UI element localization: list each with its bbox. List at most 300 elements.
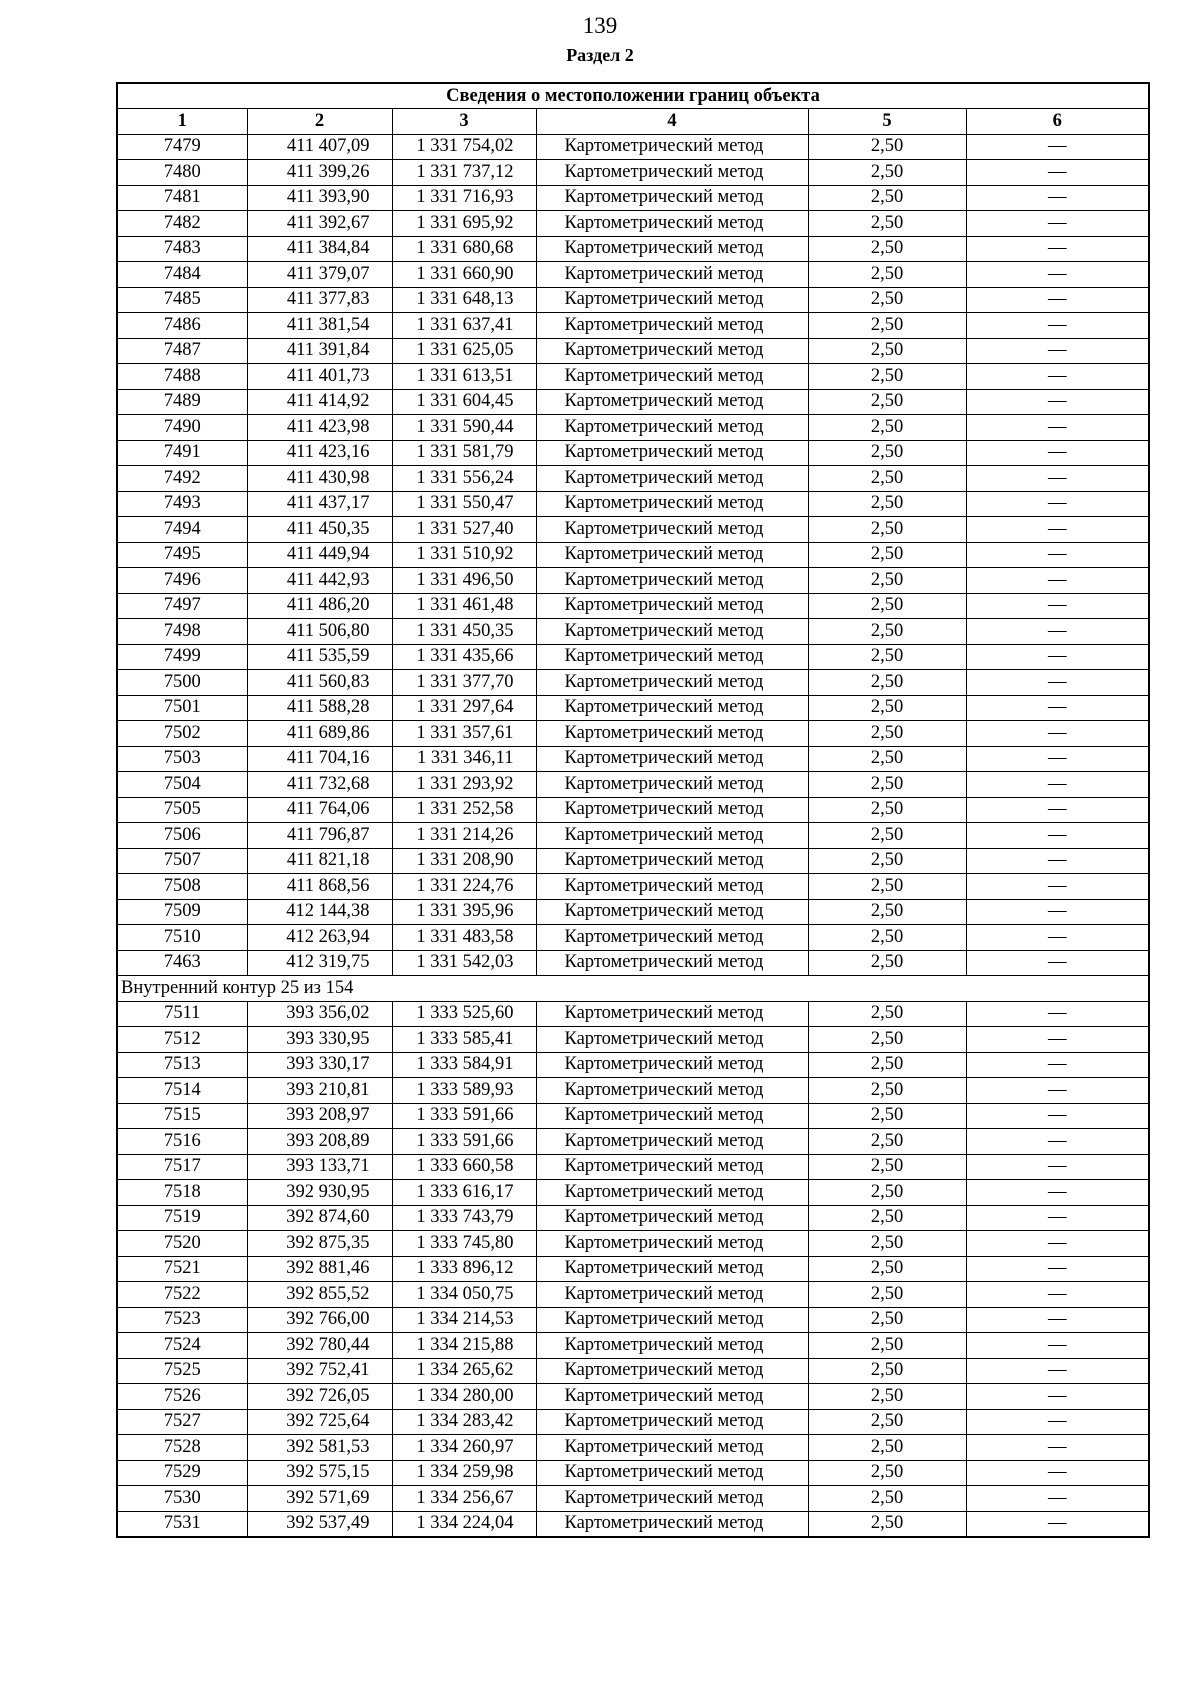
- x-coordinate-cell: 392 725,64: [247, 1409, 392, 1435]
- method-cell: Картометрический метод: [536, 899, 808, 925]
- method-cell: Картометрический метод: [536, 797, 808, 823]
- description-cell: —: [966, 1282, 1149, 1308]
- y-coordinate-cell: 1 334 259,98: [392, 1460, 536, 1486]
- x-coordinate-cell: 411 535,59: [247, 644, 392, 670]
- x-coordinate-cell: 392 930,95: [247, 1180, 392, 1206]
- method-cell: Картометрический метод: [536, 772, 808, 798]
- table-row: [117, 313, 1149, 339]
- point-number-cell: 7497: [117, 593, 247, 619]
- y-coordinate-cell: 1 331 754,02: [392, 134, 536, 160]
- x-coordinate-cell: 392 571,69: [247, 1486, 392, 1512]
- table-row: [117, 1333, 1149, 1359]
- method-cell: Картометрический метод: [536, 1205, 808, 1231]
- description-cell: —: [966, 211, 1149, 237]
- description-cell: —: [966, 542, 1149, 568]
- description-cell: —: [966, 1384, 1149, 1410]
- point-number-cell: 7520: [117, 1231, 247, 1257]
- table-row: [117, 185, 1149, 211]
- y-coordinate-cell: 1 333 589,93: [392, 1078, 536, 1104]
- column-number: 2: [247, 109, 392, 135]
- point-number-cell: 7503: [117, 746, 247, 772]
- x-coordinate-cell: 393 330,95: [247, 1027, 392, 1053]
- x-coordinate-cell: 392 881,46: [247, 1256, 392, 1282]
- method-cell: Картометрический метод: [536, 313, 808, 339]
- table-row: [117, 160, 1149, 186]
- point-number-cell: 7506: [117, 823, 247, 849]
- point-number-cell: 7494: [117, 517, 247, 543]
- table-row: [117, 772, 1149, 798]
- method-cell: Картометрический метод: [536, 950, 808, 976]
- y-coordinate-cell: 1 334 224,04: [392, 1511, 536, 1537]
- accuracy-cell: 2,50: [808, 1486, 966, 1512]
- method-cell: Картометрический метод: [536, 568, 808, 594]
- x-coordinate-cell: 411 442,93: [247, 568, 392, 594]
- x-coordinate-cell: 392 875,35: [247, 1231, 392, 1257]
- method-cell: Картометрический метод: [536, 823, 808, 849]
- point-number-cell: 7529: [117, 1460, 247, 1486]
- method-cell: Картометрический метод: [536, 1307, 808, 1333]
- method-cell: Картометрический метод: [536, 389, 808, 415]
- point-number-cell: 7508: [117, 874, 247, 900]
- table-row: [117, 517, 1149, 543]
- description-cell: —: [966, 440, 1149, 466]
- method-cell: Картометрический метод: [536, 364, 808, 390]
- x-coordinate-cell: 392 874,60: [247, 1205, 392, 1231]
- x-coordinate-cell: 411 588,28: [247, 695, 392, 721]
- x-coordinate-cell: 411 377,83: [247, 287, 392, 313]
- y-coordinate-cell: 1 331 542,03: [392, 950, 536, 976]
- table-row: [117, 721, 1149, 747]
- point-number-cell: 7490: [117, 415, 247, 441]
- point-number-cell: 7530: [117, 1486, 247, 1512]
- method-cell: Картометрический метод: [536, 1001, 808, 1027]
- accuracy-cell: 2,50: [808, 1205, 966, 1231]
- description-cell: —: [966, 287, 1149, 313]
- method-cell: Картометрический метод: [536, 185, 808, 211]
- description-cell: —: [966, 1511, 1149, 1537]
- accuracy-cell: 2,50: [808, 1256, 966, 1282]
- description-cell: —: [966, 797, 1149, 823]
- method-cell: Картометрический метод: [536, 1486, 808, 1512]
- method-cell: Картометрический метод: [536, 1460, 808, 1486]
- method-cell: Картометрический метод: [536, 670, 808, 696]
- table-row: [117, 1154, 1149, 1180]
- method-cell: Картометрический метод: [536, 1256, 808, 1282]
- y-coordinate-cell: 1 331 527,40: [392, 517, 536, 543]
- table-row: [117, 1358, 1149, 1384]
- y-coordinate-cell: 1 331 660,90: [392, 262, 536, 288]
- accuracy-cell: 2,50: [808, 1001, 966, 1027]
- description-cell: —: [966, 874, 1149, 900]
- y-coordinate-cell: 1 331 346,11: [392, 746, 536, 772]
- accuracy-cell: 2,50: [808, 1511, 966, 1537]
- x-coordinate-cell: 392 855,52: [247, 1282, 392, 1308]
- description-cell: —: [966, 1078, 1149, 1104]
- point-number-cell: 7485: [117, 287, 247, 313]
- x-coordinate-cell: 411 437,17: [247, 491, 392, 517]
- x-coordinate-cell: 411 506,80: [247, 619, 392, 645]
- method-cell: Картометрический метод: [536, 1384, 808, 1410]
- x-coordinate-cell: 412 144,38: [247, 899, 392, 925]
- table-row: [117, 1001, 1149, 1027]
- y-coordinate-cell: 1 331 224,76: [392, 874, 536, 900]
- description-cell: —: [966, 517, 1149, 543]
- method-cell: Картометрический метод: [536, 619, 808, 645]
- point-number-cell: 7517: [117, 1154, 247, 1180]
- description-cell: —: [966, 1103, 1149, 1129]
- point-number-cell: 7501: [117, 695, 247, 721]
- y-coordinate-cell: 1 331 648,13: [392, 287, 536, 313]
- table-row: [117, 1486, 1149, 1512]
- point-number-cell: 7523: [117, 1307, 247, 1333]
- x-coordinate-cell: 393 210,81: [247, 1078, 392, 1104]
- method-cell: Картометрический метод: [536, 1180, 808, 1206]
- point-number-cell: 7491: [117, 440, 247, 466]
- x-coordinate-cell: 411 423,16: [247, 440, 392, 466]
- y-coordinate-cell: 1 331 208,90: [392, 848, 536, 874]
- accuracy-cell: 2,50: [808, 1460, 966, 1486]
- y-coordinate-cell: 1 333 896,12: [392, 1256, 536, 1282]
- accuracy-cell: 2,50: [808, 364, 966, 390]
- y-coordinate-cell: 1 333 616,17: [392, 1180, 536, 1206]
- table-body: [117, 134, 1149, 1537]
- point-number-cell: 7516: [117, 1129, 247, 1155]
- accuracy-cell: 2,50: [808, 1052, 966, 1078]
- table-row: [117, 670, 1149, 696]
- description-cell: —: [966, 1333, 1149, 1359]
- description-cell: —: [966, 338, 1149, 364]
- x-coordinate-cell: 393 208,97: [247, 1103, 392, 1129]
- table-row: [117, 1052, 1149, 1078]
- y-coordinate-cell: 1 333 591,66: [392, 1129, 536, 1155]
- x-coordinate-cell: 411 764,06: [247, 797, 392, 823]
- description-cell: —: [966, 568, 1149, 594]
- point-number-cell: 7482: [117, 211, 247, 237]
- method-cell: Картометрический метод: [536, 1511, 808, 1537]
- point-number-cell: 7515: [117, 1103, 247, 1129]
- x-coordinate-cell: 392 537,49: [247, 1511, 392, 1537]
- point-number-cell: 7519: [117, 1205, 247, 1231]
- description-cell: —: [966, 1460, 1149, 1486]
- column-number: 4: [536, 109, 808, 135]
- description-cell: —: [966, 1180, 1149, 1206]
- table-row: [117, 568, 1149, 594]
- x-coordinate-cell: 411 486,20: [247, 593, 392, 619]
- accuracy-cell: 2,50: [808, 160, 966, 186]
- y-coordinate-cell: 1 331 556,24: [392, 466, 536, 492]
- y-coordinate-cell: 1 331 604,45: [392, 389, 536, 415]
- point-number-cell: 7511: [117, 1001, 247, 1027]
- description-cell: —: [966, 670, 1149, 696]
- y-coordinate-cell: 1 331 510,92: [392, 542, 536, 568]
- table-row: [117, 925, 1149, 951]
- table-row: [117, 848, 1149, 874]
- accuracy-cell: 2,50: [808, 517, 966, 543]
- table-row: [117, 1078, 1149, 1104]
- accuracy-cell: 2,50: [808, 1129, 966, 1155]
- accuracy-cell: 2,50: [808, 262, 966, 288]
- boundary-table: [116, 82, 1150, 1538]
- accuracy-cell: 2,50: [808, 415, 966, 441]
- method-cell: Картометрический метод: [536, 440, 808, 466]
- y-coordinate-cell: 1 333 584,91: [392, 1052, 536, 1078]
- description-cell: —: [966, 848, 1149, 874]
- method-cell: Картометрический метод: [536, 1154, 808, 1180]
- y-coordinate-cell: 1 334 265,62: [392, 1358, 536, 1384]
- x-coordinate-cell: 411 407,09: [247, 134, 392, 160]
- table-row: [117, 134, 1149, 160]
- y-coordinate-cell: 1 334 280,00: [392, 1384, 536, 1410]
- y-coordinate-cell: 1 331 550,47: [392, 491, 536, 517]
- accuracy-cell: 2,50: [808, 1282, 966, 1308]
- description-cell: —: [966, 1052, 1149, 1078]
- accuracy-cell: 2,50: [808, 925, 966, 951]
- method-cell: Картометрический метод: [536, 134, 808, 160]
- description-cell: —: [966, 644, 1149, 670]
- point-number-cell: 7498: [117, 619, 247, 645]
- table-row: [117, 619, 1149, 645]
- method-cell: Картометрический метод: [536, 721, 808, 747]
- table-row: [117, 1256, 1149, 1282]
- point-number-cell: 7509: [117, 899, 247, 925]
- x-coordinate-cell: 392 581,53: [247, 1435, 392, 1461]
- x-coordinate-cell: 411 423,98: [247, 415, 392, 441]
- table-row: [117, 1180, 1149, 1206]
- y-coordinate-cell: 1 331 357,61: [392, 721, 536, 747]
- table-title: Сведения о местоположении границ объекта: [117, 83, 1149, 109]
- point-number-cell: 7480: [117, 160, 247, 186]
- point-number-cell: 7493: [117, 491, 247, 517]
- point-number-cell: 7463: [117, 950, 247, 976]
- table-row: [117, 1435, 1149, 1461]
- point-number-cell: 7484: [117, 262, 247, 288]
- accuracy-cell: 2,50: [808, 1154, 966, 1180]
- method-cell: Картометрический метод: [536, 236, 808, 262]
- point-number-cell: 7500: [117, 670, 247, 696]
- table-row: [117, 746, 1149, 772]
- point-number-cell: 7514: [117, 1078, 247, 1104]
- y-coordinate-cell: 1 334 050,75: [392, 1282, 536, 1308]
- y-coordinate-cell: 1 331 590,44: [392, 415, 536, 441]
- page-number: 139: [582, 13, 618, 38]
- table-row: [117, 262, 1149, 288]
- x-coordinate-cell: 411 560,83: [247, 670, 392, 696]
- table-row: [117, 236, 1149, 262]
- description-cell: —: [966, 925, 1149, 951]
- table-row: [117, 874, 1149, 900]
- description-cell: —: [966, 1154, 1149, 1180]
- y-coordinate-cell: 1 333 585,41: [392, 1027, 536, 1053]
- description-cell: —: [966, 823, 1149, 849]
- y-coordinate-cell: 1 333 745,80: [392, 1231, 536, 1257]
- table-row: [117, 1027, 1149, 1053]
- description-cell: —: [966, 1256, 1149, 1282]
- accuracy-cell: 2,50: [808, 797, 966, 823]
- y-coordinate-cell: 1 334 283,42: [392, 1409, 536, 1435]
- accuracy-cell: 2,50: [808, 185, 966, 211]
- accuracy-cell: 2,50: [808, 1231, 966, 1257]
- method-cell: Картометрический метод: [536, 1435, 808, 1461]
- accuracy-cell: 2,50: [808, 1307, 966, 1333]
- accuracy-cell: 2,50: [808, 338, 966, 364]
- x-coordinate-cell: 411 450,35: [247, 517, 392, 543]
- point-number-cell: 7525: [117, 1358, 247, 1384]
- x-coordinate-cell: 411 449,94: [247, 542, 392, 568]
- column-number: 6: [966, 109, 1149, 135]
- description-cell: —: [966, 262, 1149, 288]
- accuracy-cell: 2,50: [808, 950, 966, 976]
- y-coordinate-cell: 1 331 737,12: [392, 160, 536, 186]
- description-cell: —: [966, 491, 1149, 517]
- accuracy-cell: 2,50: [808, 134, 966, 160]
- description-cell: —: [966, 746, 1149, 772]
- description-cell: —: [966, 1027, 1149, 1053]
- y-coordinate-cell: 1 333 660,58: [392, 1154, 536, 1180]
- x-coordinate-cell: 392 575,15: [247, 1460, 392, 1486]
- method-cell: Картометрический метод: [536, 695, 808, 721]
- method-cell: Картометрический метод: [536, 466, 808, 492]
- point-number-cell: 7481: [117, 185, 247, 211]
- y-coordinate-cell: 1 331 377,70: [392, 670, 536, 696]
- accuracy-cell: 2,50: [808, 1103, 966, 1129]
- table-row: [117, 287, 1149, 313]
- description-cell: —: [966, 134, 1149, 160]
- description-cell: —: [966, 364, 1149, 390]
- y-coordinate-cell: 1 331 483,58: [392, 925, 536, 951]
- y-coordinate-cell: 1 333 743,79: [392, 1205, 536, 1231]
- point-number-cell: 7495: [117, 542, 247, 568]
- description-cell: —: [966, 1358, 1149, 1384]
- description-cell: —: [966, 899, 1149, 925]
- method-cell: Картометрический метод: [536, 338, 808, 364]
- method-cell: Картометрический метод: [536, 1231, 808, 1257]
- table-row: [117, 1129, 1149, 1155]
- table-row: [117, 211, 1149, 237]
- method-cell: Картометрический метод: [536, 262, 808, 288]
- x-coordinate-cell: 412 319,75: [247, 950, 392, 976]
- description-cell: —: [966, 185, 1149, 211]
- description-cell: —: [966, 389, 1149, 415]
- method-cell: Картометрический метод: [536, 1333, 808, 1359]
- accuracy-cell: 2,50: [808, 1027, 966, 1053]
- x-coordinate-cell: 411 689,86: [247, 721, 392, 747]
- accuracy-cell: 2,50: [808, 1384, 966, 1410]
- y-coordinate-cell: 1 333 525,60: [392, 1001, 536, 1027]
- table-row: [117, 389, 1149, 415]
- accuracy-cell: 2,50: [808, 772, 966, 798]
- accuracy-cell: 2,50: [808, 1180, 966, 1206]
- column-number-row: [117, 109, 1149, 135]
- y-coordinate-cell: 1 334 214,53: [392, 1307, 536, 1333]
- accuracy-cell: 2,50: [808, 593, 966, 619]
- method-cell: Картометрический метод: [536, 160, 808, 186]
- description-cell: —: [966, 466, 1149, 492]
- y-coordinate-cell: 1 331 496,50: [392, 568, 536, 594]
- x-coordinate-cell: 411 732,68: [247, 772, 392, 798]
- point-number-cell: 7521: [117, 1256, 247, 1282]
- x-coordinate-cell: 411 392,67: [247, 211, 392, 237]
- method-cell: Картометрический метод: [536, 593, 808, 619]
- method-cell: Картометрический метод: [536, 1409, 808, 1435]
- accuracy-cell: 2,50: [808, 670, 966, 696]
- y-coordinate-cell: 1 331 613,51: [392, 364, 536, 390]
- description-cell: —: [966, 1001, 1149, 1027]
- point-number-cell: 7518: [117, 1180, 247, 1206]
- point-number-cell: 7522: [117, 1282, 247, 1308]
- accuracy-cell: 2,50: [808, 721, 966, 747]
- x-coordinate-cell: 393 133,71: [247, 1154, 392, 1180]
- accuracy-cell: 2,50: [808, 619, 966, 645]
- point-number-cell: 7512: [117, 1027, 247, 1053]
- x-coordinate-cell: 411 393,90: [247, 185, 392, 211]
- method-cell: Картометрический метод: [536, 1078, 808, 1104]
- description-cell: —: [966, 1435, 1149, 1461]
- method-cell: Картометрический метод: [536, 644, 808, 670]
- accuracy-cell: 2,50: [808, 1333, 966, 1359]
- accuracy-cell: 2,50: [808, 466, 966, 492]
- x-coordinate-cell: 393 330,17: [247, 1052, 392, 1078]
- table-row: [117, 338, 1149, 364]
- point-number-cell: 7487: [117, 338, 247, 364]
- table-row: [117, 1409, 1149, 1435]
- description-cell: —: [966, 1409, 1149, 1435]
- x-coordinate-cell: 392 726,05: [247, 1384, 392, 1410]
- table-row: [117, 440, 1149, 466]
- accuracy-cell: 2,50: [808, 287, 966, 313]
- description-cell: —: [966, 1205, 1149, 1231]
- x-coordinate-cell: 411 796,87: [247, 823, 392, 849]
- method-cell: Картометрический метод: [536, 1103, 808, 1129]
- method-cell: Картометрический метод: [536, 211, 808, 237]
- method-cell: Картометрический метод: [536, 925, 808, 951]
- point-number-cell: 7502: [117, 721, 247, 747]
- accuracy-cell: 2,50: [808, 568, 966, 594]
- method-cell: Картометрический метод: [536, 746, 808, 772]
- contour-row: [117, 976, 1149, 1002]
- description-cell: —: [966, 1486, 1149, 1512]
- y-coordinate-cell: 1 331 461,48: [392, 593, 536, 619]
- description-cell: —: [966, 950, 1149, 976]
- x-coordinate-cell: 393 208,89: [247, 1129, 392, 1155]
- y-coordinate-cell: 1 331 581,79: [392, 440, 536, 466]
- x-coordinate-cell: 411 381,54: [247, 313, 392, 339]
- table-row: [117, 593, 1149, 619]
- accuracy-cell: 2,50: [808, 848, 966, 874]
- accuracy-cell: 2,50: [808, 313, 966, 339]
- table-row: [117, 1231, 1149, 1257]
- point-number-cell: 7505: [117, 797, 247, 823]
- y-coordinate-cell: 1 331 716,93: [392, 185, 536, 211]
- accuracy-cell: 2,50: [808, 1409, 966, 1435]
- table-row: [117, 1460, 1149, 1486]
- y-coordinate-cell: 1 331 695,92: [392, 211, 536, 237]
- method-cell: Картометрический метод: [536, 1358, 808, 1384]
- accuracy-cell: 2,50: [808, 542, 966, 568]
- y-coordinate-cell: 1 331 293,92: [392, 772, 536, 798]
- method-cell: Картометрический метод: [536, 1282, 808, 1308]
- table-row: [117, 1103, 1149, 1129]
- table-row: [117, 1384, 1149, 1410]
- y-coordinate-cell: 1 334 260,97: [392, 1435, 536, 1461]
- description-cell: —: [966, 160, 1149, 186]
- table-row: [117, 542, 1149, 568]
- table-title-row: [117, 83, 1149, 109]
- table-row: [117, 950, 1149, 976]
- point-number-cell: 7486: [117, 313, 247, 339]
- point-number-cell: 7488: [117, 364, 247, 390]
- x-coordinate-cell: 392 780,44: [247, 1333, 392, 1359]
- description-cell: —: [966, 415, 1149, 441]
